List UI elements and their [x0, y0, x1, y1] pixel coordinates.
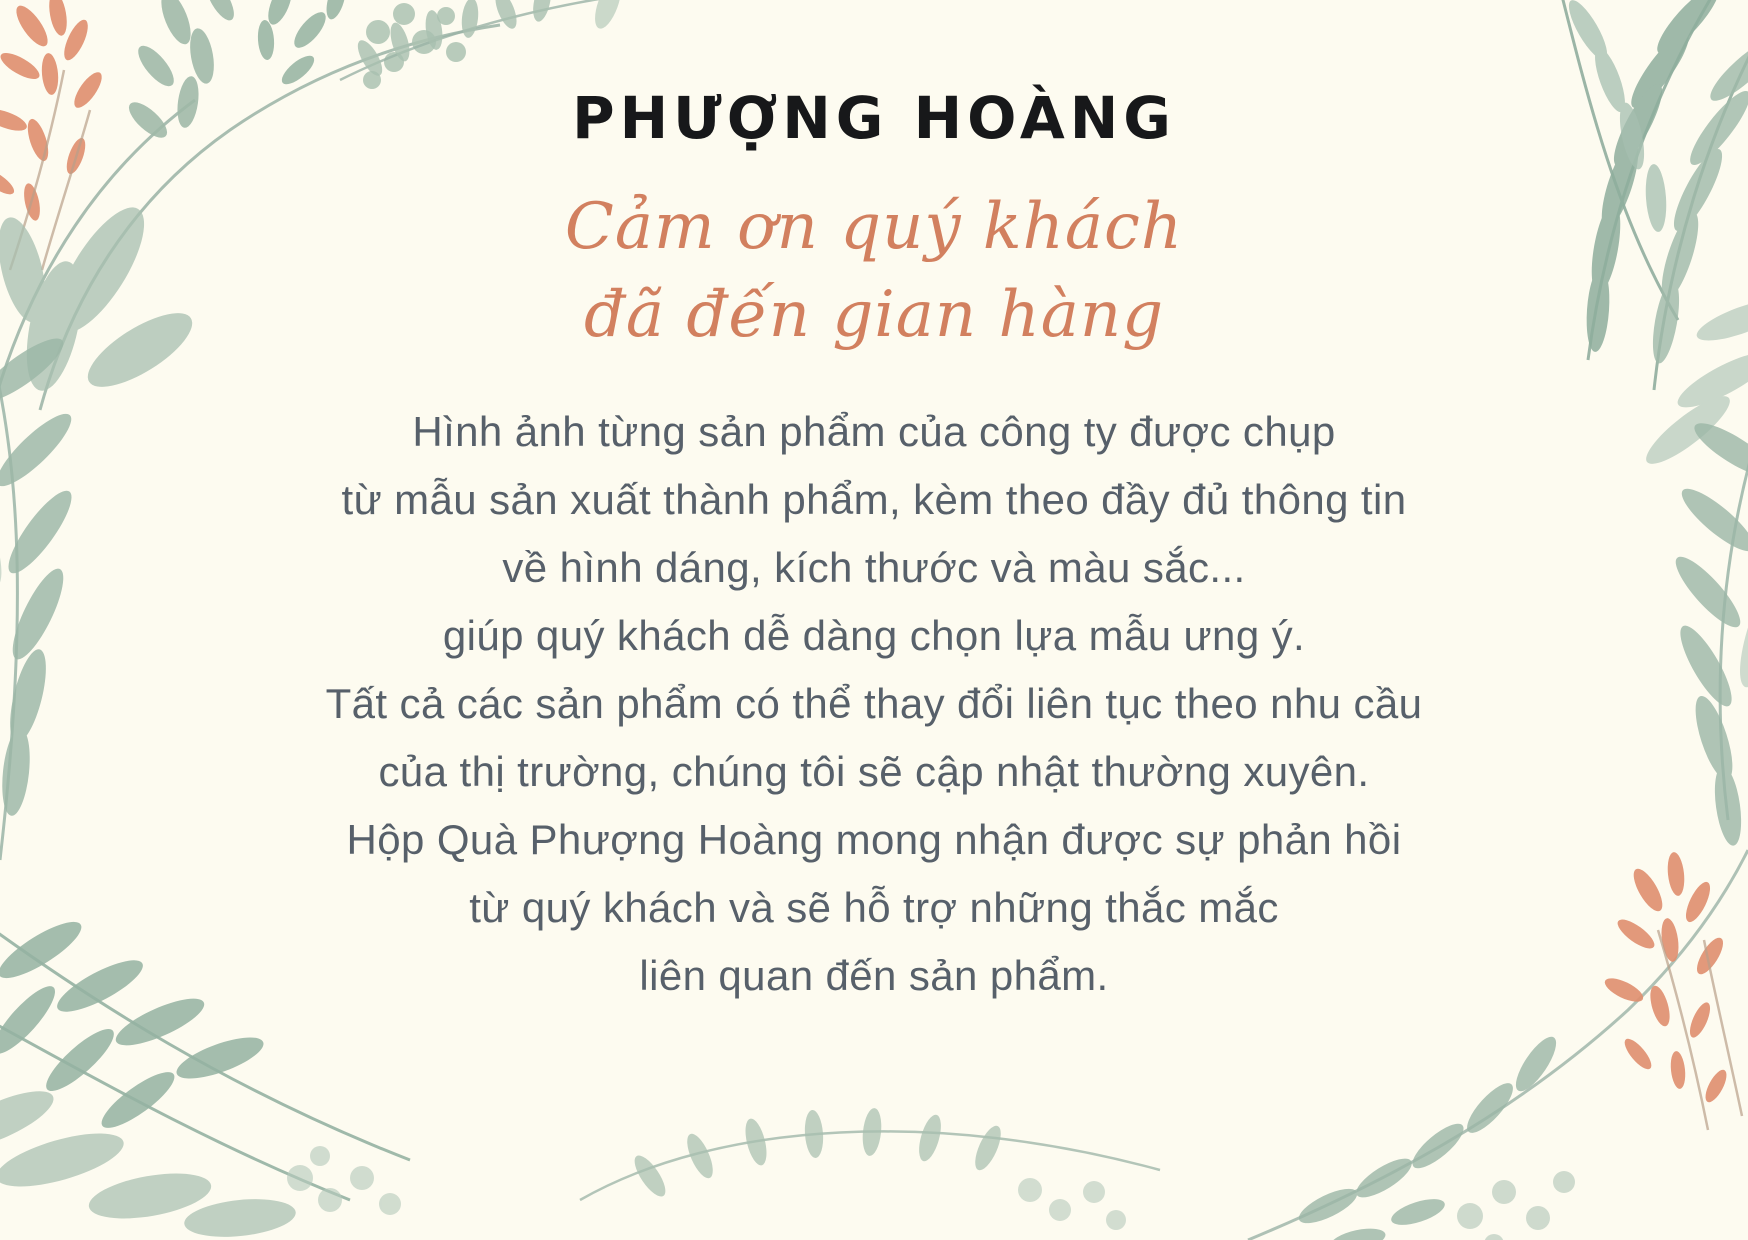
- body-line: Tất cả các sản phẩm có thể thay đổi liên tục theo nhu cầu: [325, 679, 1423, 727]
- body-line: Hình ảnh từng sản phẩm của công ty được chụp: [412, 407, 1336, 455]
- greeting-line: đã đến gian hàng: [583, 278, 1165, 353]
- body-line: của thị trường, chúng tôi sẽ cập nhật thường xuyên.: [378, 747, 1370, 795]
- body-line: giúp quý khách dễ dàng chọn lựa mẫu ưng ý.: [442, 611, 1306, 659]
- body-paragraph: [326, 398, 1423, 1010]
- page-title: PHƯỢNG HOÀNG: [572, 84, 1176, 152]
- body-line: Hộp Quà Phượng Hoàng mong nhận được sự phản hồi: [346, 815, 1402, 863]
- greeting-line: Cảm ơn quý khách: [564, 189, 1184, 264]
- body-line: từ quý khách và sẽ hỗ trợ những thắc mắc: [469, 883, 1279, 931]
- body-line: về hình dáng, kích thước và màu sắc...: [502, 543, 1246, 591]
- greeting-script: [565, 183, 1183, 360]
- body-line: liên quan đến sản phẩm.: [639, 951, 1109, 999]
- body-line: từ mẫu sản xuất thành phẩm, kèm theo đầy đủ thông tin: [341, 475, 1407, 523]
